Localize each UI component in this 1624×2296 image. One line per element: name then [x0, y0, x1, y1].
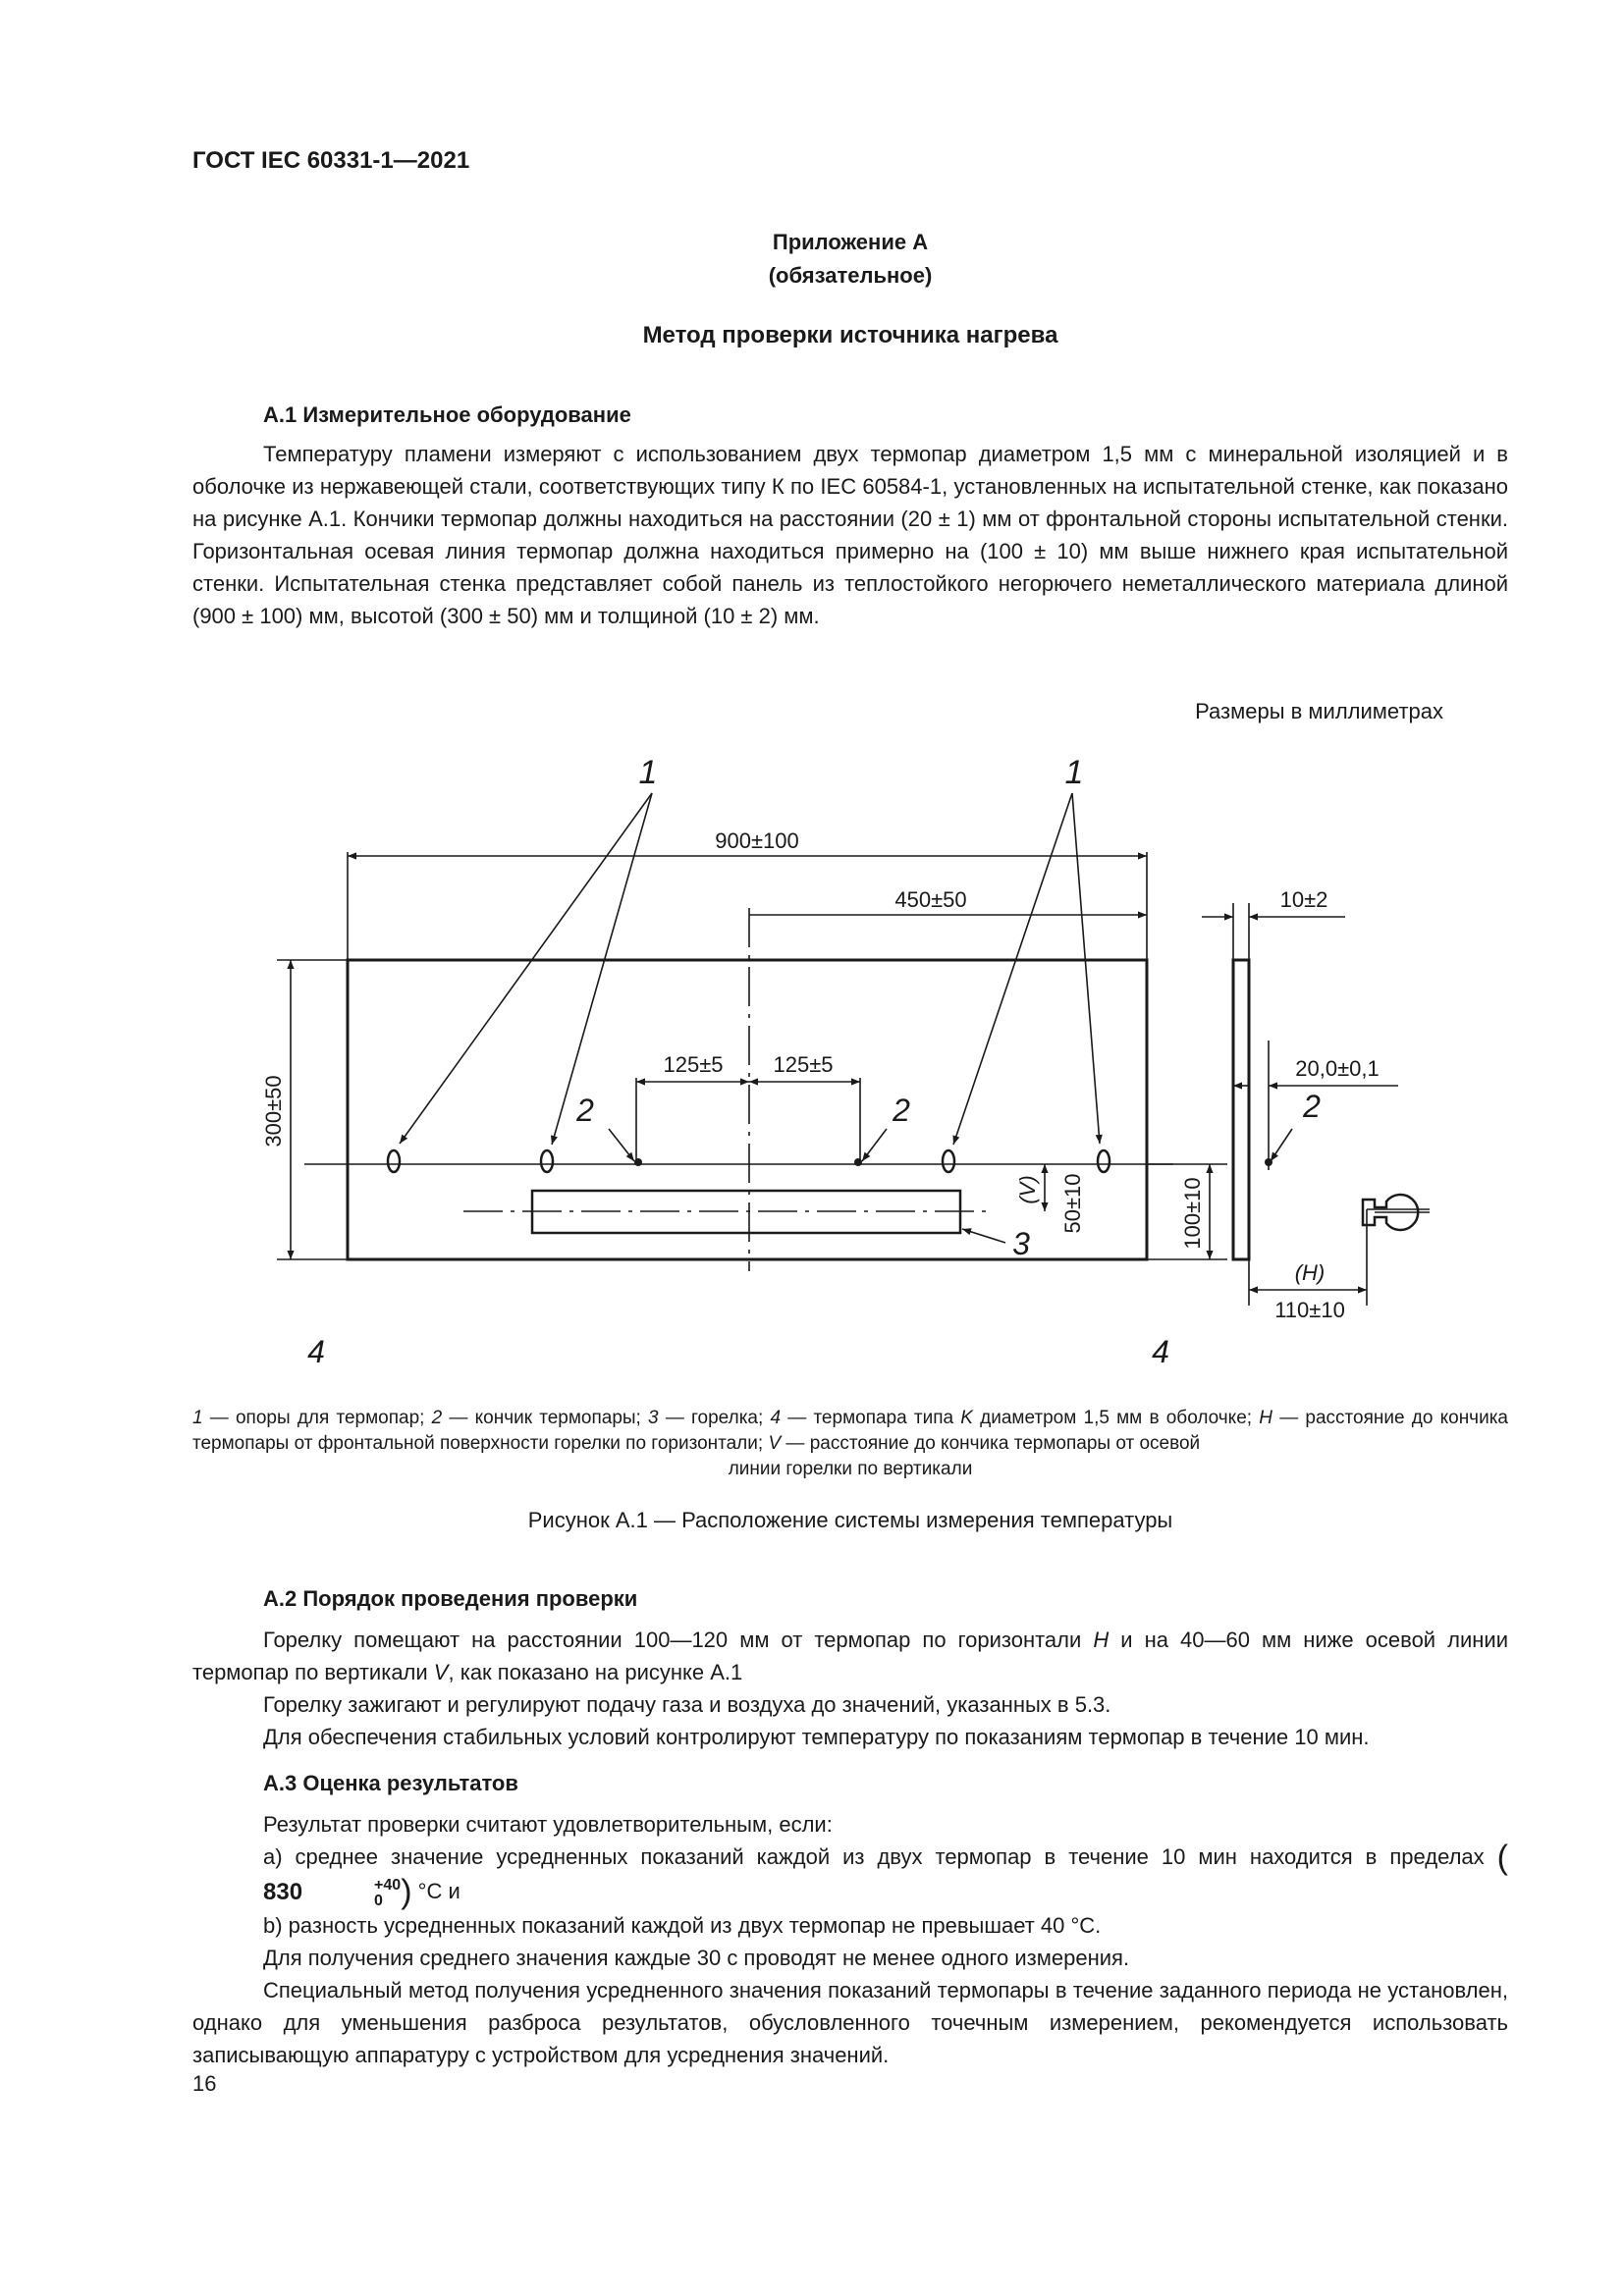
section-a3-heading: А.3 Оценка результатов: [263, 1771, 518, 1795]
callout-4: 4: [307, 1334, 325, 1369]
dim-length-label: 900±100: [715, 828, 799, 853]
section-a3-intro: Результат проверки считают удовлетворительным, если:: [263, 1812, 833, 1837]
thermocouple-tip: [634, 1158, 642, 1166]
thermocouple-support: [388, 1150, 400, 1172]
dim-thickness-label: 10±2: [1279, 887, 1328, 912]
callout-4: 4: [1152, 1334, 1169, 1369]
temperature-tolerance: 830 +40 0: [263, 1876, 402, 1909]
section-a3-item-a: а) среднее значение усредненных показаний каждой из двух термопар в течение 10 мин находится в пределах (830 +40 0 ) °С и: [192, 1841, 1508, 1909]
thermocouple-tip: [1265, 1158, 1272, 1166]
dim-left-gap-label: 125±5: [663, 1052, 724, 1077]
dim-half-label: 450±50: [894, 887, 967, 912]
dim-tip-label: 20,0±0,1: [1295, 1056, 1380, 1081]
thermocouple-support: [541, 1150, 553, 1172]
dim-v-value: 50±10: [1060, 1173, 1085, 1234]
annex-status: (обязательное): [768, 263, 933, 288]
section-a1-paragraph: Температуру пламени измеряют с использованием двух термопар диаметром 1,5 мм с минеральной изоляцией и в оболочке из нержавеющей стали, соответствующих типу К по IEC 60584-1, установленных на испытательной стенке, как показано на рисунке А.1. Кончики термопар должны находиться на расстоянии (20 ± 1) мм от фронтальной стороны испытательной стенки. Горизонтальная осевая линия термопар должна находиться примерно на (100 ± 10) мм выше нижнего края испытательной стенки. Испытательная стенка представляет собой панель из теплостойкого негорючего неметаллического материала длиной (900 ± 100) мм, высотой (300 ± 50) мм и толщиной (10 ± 2) мм.: [192, 442, 1508, 628]
dim-v-label: (V): [1015, 1175, 1040, 1204]
document-id: ГОСТ IEC 60331-1—2021: [192, 147, 470, 174]
callout-1: 1: [1064, 754, 1084, 791]
dim-axis-height-label: 100±10: [1180, 1177, 1205, 1250]
callout-2: 2: [1303, 1089, 1321, 1124]
test-wall-panel: [348, 960, 1147, 1259]
page-number: 16: [192, 2071, 217, 2096]
callout-2: 2: [576, 1093, 594, 1128]
dim-right-gap-label: 125±5: [773, 1052, 834, 1077]
annex-title: Приложение А: [772, 230, 929, 254]
legend-last-line: линии горелки по вертикали: [728, 1459, 973, 1479]
callout-2: 2: [893, 1093, 910, 1128]
dim-h-label: (H): [1294, 1260, 1326, 1285]
dim-h-value: 110±10: [1274, 1298, 1345, 1322]
section-a3-text: [192, 1808, 1508, 2071]
side-view-wall: [1233, 960, 1249, 1259]
section-a3-paragraph: Для получения среднего значения каждые 30 с проводят не менее одного измерения.: [263, 1945, 1130, 1970]
thermocouple-support: [943, 1150, 954, 1172]
figure-caption: Рисунок А.1 — Расположение системы измерения температуры: [527, 1508, 1173, 1532]
section-a2-paragraph: Горелку помещают на расстоянии 100—120 мм от термопар по горизонтали H и на 40—60 мм ниже осевой линии термопар по вертикали V, как показано на рисунке А.1: [192, 1628, 1508, 1684]
section-a2-heading: А.2 Порядок проведения проверки: [263, 1586, 638, 1611]
annex-name: Метод проверки источника нагрева: [642, 322, 1058, 348]
dim-height-label: 300±50: [261, 1075, 286, 1148]
callout-1: 1: [638, 754, 658, 791]
callout-3: 3: [1012, 1226, 1030, 1261]
section-a2-paragraph: Горелку зажигают и регулируют подачу газа и воздуха до значений, указанных в 5.3.: [263, 1692, 1111, 1717]
section-a2-text: [192, 1624, 1508, 1753]
section-a3-paragraph: Специальный метод получения усредненного значения показаний термопары в течение заданного периода не установлен, однако для уменьшения разброса результатов, обусловленного точечным измерением, рекомендуется использовать записывающую аппаратуру с устройством для усреднения значений.: [192, 1977, 1508, 2067]
thermocouple-tip: [854, 1158, 862, 1166]
legend-text: 1 — опоры для термопар; 2 — кончик термопары; 3 — горелка; 4 — термопара типа K диаметром 1,5 мм в оболочке; H — расстояние до кончика термопары от фронтальной поверхности горелки по горизонтали; V — расстояние до кончика термопары от осевой: [192, 1408, 1508, 1454]
section-a3-item-b: b) разность усредненных показаний каждой из двух термопар не превышает 40 °С.: [263, 1912, 1102, 1938]
thermocouple-support: [1098, 1150, 1110, 1172]
figure-legend: [192, 1406, 1508, 1482]
section-a1-heading: А.1 Измерительное оборудование: [263, 402, 631, 427]
section-a2-paragraph: Для обеспечения стабильных условий контролируют температуру по показаниям термопар в течение 10 мин.: [263, 1725, 1370, 1749]
units-note: Размеры в миллиметрах: [1195, 699, 1443, 723]
